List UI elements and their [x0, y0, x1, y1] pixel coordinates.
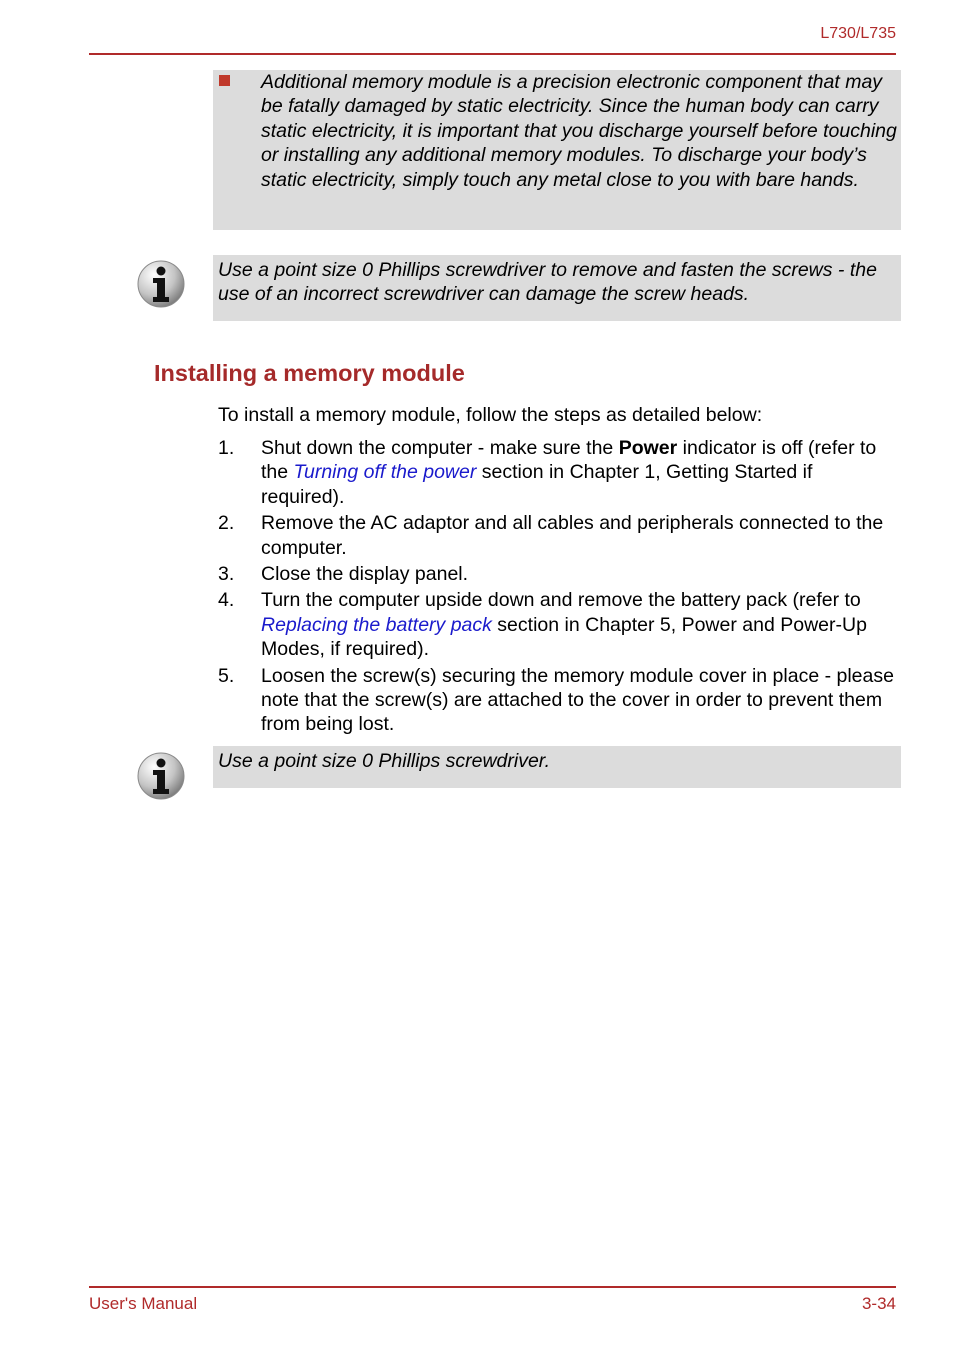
- step-text-part: section in Chapter 5, Power and Power-Up Modes, if required).: [261, 613, 867, 661]
- note-box: [213, 255, 901, 321]
- info-icon: [136, 259, 186, 309]
- list-item: [218, 664, 901, 737]
- step-number: 4.: [218, 589, 235, 612]
- header-rule: [89, 53, 896, 55]
- note-box: [213, 746, 901, 788]
- step-text: [261, 436, 901, 509]
- step-text: Close the display panel.: [261, 563, 469, 586]
- step-text-part: section in Chapter 1, Getting Started if required).: [261, 461, 813, 508]
- step-number: 5.: [218, 664, 235, 687]
- note-text: Use a point size 0 Phillips screwdriver.: [218, 750, 550, 772]
- header-model: L730/L735: [820, 25, 896, 42]
- steps-list: [218, 436, 901, 739]
- step-text-part: Turn the computer upside down and remove the battery pack (refer to: [261, 589, 861, 612]
- footer-title: User's Manual: [89, 1294, 198, 1313]
- caution-text: Additional memory module is a precision electronic component that may be fatally damaged by static electricity. Since the human body can carry static electricity, it is important that you discharge yourself before touching or installing any additional memory modules. To discharge your body’s static electricity, simply touch any metal close to you with bare hands.: [261, 71, 897, 191]
- caution-box: [213, 70, 901, 230]
- list-item: [218, 436, 901, 509]
- step-text-part: Shut down the computer - make sure the: [261, 437, 619, 459]
- square-bullet-icon: [219, 75, 230, 86]
- list-item: [218, 511, 901, 560]
- page-number: 3-34: [861, 1294, 896, 1313]
- info-icon: [136, 751, 186, 801]
- intro-text: To install a memory module, follow the steps as detailed below:: [218, 404, 763, 426]
- section-heading: Installing a memory module: [154, 360, 465, 386]
- step-text: Remove the AC adaptor and all cables and peripherals connected to the computer.: [261, 512, 884, 559]
- step-number: 3.: [218, 563, 235, 586]
- list-item: [218, 562, 901, 586]
- step-number: 2.: [218, 512, 235, 535]
- list-item: [218, 588, 901, 661]
- turning-off-power-link[interactable]: Turning off the power: [293, 461, 477, 484]
- power-label: Power: [618, 437, 678, 459]
- note-text: Use a point size 0 Phillips screwdriver to remove and fasten the screws - the use of an incorrect screwdriver can damage the screw heads.: [218, 259, 877, 306]
- replacing-battery-pack-link[interactable]: Replacing the battery pack: [261, 613, 492, 636]
- footer-rule: [89, 1286, 896, 1288]
- step-text-part: indicator is off (refer to the: [261, 437, 877, 484]
- step-number: 1.: [218, 437, 235, 459]
- step-text: Loosen the screw(s) securing the memory module cover in place - please note that the screw(s) are attached to the cover in order to prevent them from being lost.: [261, 664, 894, 736]
- step-text: [261, 588, 901, 661]
